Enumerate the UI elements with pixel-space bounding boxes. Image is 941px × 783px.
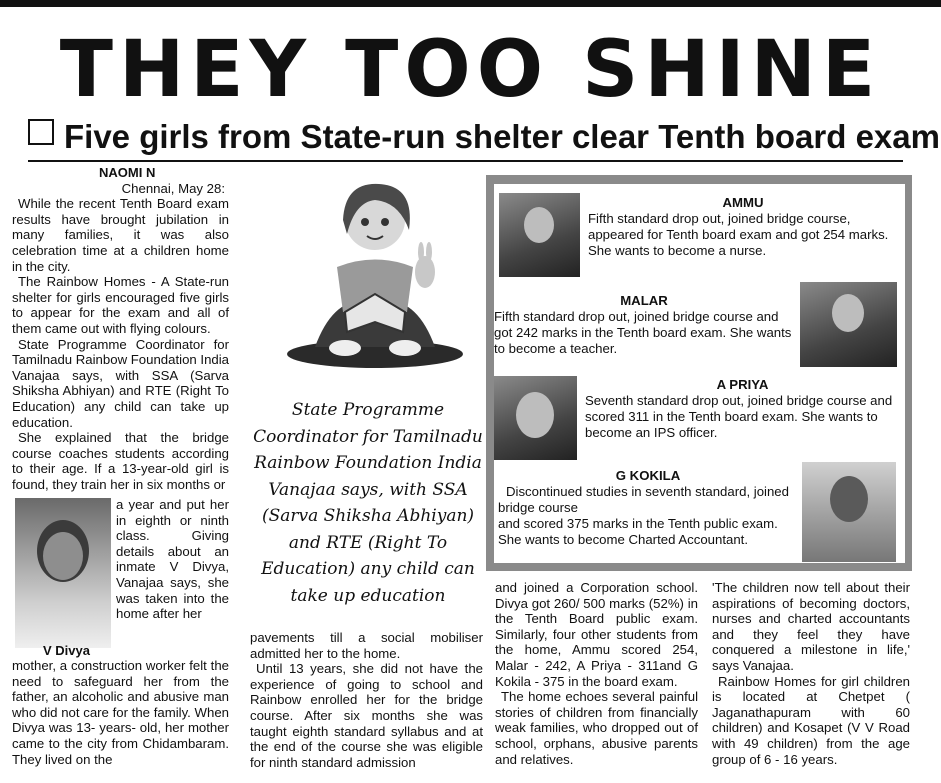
column-1 (12, 165, 229, 492)
subheadline-text: Five girls from State-run shelter clear Tenth board exam (64, 118, 940, 155)
column-4 (712, 580, 910, 767)
col2-paragraph: pavements till a social mobiliser admitted her to the home. (250, 630, 483, 661)
student-name: AMMU (722, 195, 764, 210)
divya-photo (15, 498, 111, 648)
malar-photo (800, 282, 897, 367)
face (524, 207, 554, 243)
student-kokila (498, 468, 798, 548)
student-name: A PRIYA (716, 377, 769, 392)
col4-paragraph: Rainbow Homes for girl children is located at Chetpet ( Jaganathapuram with 60 children) and Kosapet (V V Road with 49 children) from the age group of 6 - 16 years. (712, 673, 910, 767)
face (516, 392, 554, 438)
col3-paragraph: and joined a Corporation school. Divya got 260/ 500 marks (52%) in the Tenth Board public exam. Similarly, four other students from the home, Ammu scored 254, Malar - 242, A Priya - 311and G Kokila - 375 in the board exam. (495, 580, 698, 689)
student-ammu (588, 195, 898, 259)
student-text: Fifth standard drop out, joined bridge course and got 242 marks in the Tenth board exam. She wants to become a teacher. (494, 309, 792, 356)
column-2 (250, 630, 483, 770)
student-text: Seventh standard drop out, joined bridge course and scored 311 in the Tenth board exam. She wants to become an IPS officer. (585, 393, 893, 440)
student-name: G KOKILA (615, 468, 681, 483)
face (832, 294, 864, 332)
column-1-bottom (12, 658, 229, 767)
headline: THEY TOO SHINE (59, 25, 882, 115)
face (830, 476, 868, 522)
ammu-photo (499, 193, 580, 277)
divya-caption: V Divya (43, 643, 90, 658)
headline-rule (28, 160, 903, 162)
column-3 (495, 580, 698, 767)
kokila-photo (802, 462, 896, 562)
col1-wrap-text: a year and put her in eighth or ninth class. Giving details about an inmate V Divya, Vanajaa says, she was taken into the home after her (116, 497, 229, 622)
subheadline (28, 118, 940, 156)
girl-reading-illustration (275, 172, 475, 372)
pull-quote: State Programme Coordinator for Tamilnadu Rainbow Foundation India Vanajaa says, with SSA (Sarva Shiksha Abhiyan) and RTE (Right To Education) any child can take up education (253, 400, 483, 606)
col1-paragraph: mother, a construction worker felt the need to safeguard her from the father, an alcoholic and abusive man who did not care for the family. When Divya was 13- years- old, her mother came to the city from Chidambaram. They lived on the (12, 658, 229, 767)
face (43, 532, 83, 580)
col1-paragraph: While the recent Tenth Board exam results have brought jubilation in many families, it was also celebration time at a children home in the city. (12, 196, 229, 274)
byline: NAOMI N (99, 165, 156, 180)
dateline: Chennai, May 28: (121, 180, 225, 196)
col1-paragraph: She explained that the bridge course coaches students according to their age. If a 13-year-old girl is found, they train her in six months or (12, 430, 229, 492)
priya-photo (494, 376, 577, 460)
col1-paragraph: The Rainbow Homes - A State-run shelter for girls encouraged five girls to appear for the exam and all of them came out with flying colours. (12, 274, 229, 336)
checkbox-icon (28, 119, 54, 145)
col4-paragraph: 'The children now tell about their aspirations of becoming doctors, nurses and charted accountants and they feel they have conquered a milestone in life,' says Vanajaa. (712, 580, 910, 673)
student-name: MALAR (620, 293, 668, 308)
student-priya (585, 377, 900, 441)
top-border (0, 0, 941, 7)
col1-paragraph: State Programme Coordinator for Tamilnadu Rainbow Foundation India Vanajaa says, with SSA (Sarva Shiksha Abhiyan) and RTE (Right To Education) any child can take up education. (12, 336, 229, 430)
col2-paragraph: Until 13 years, she did not have the experience of going to school and Rainbow enrolled her for the bridge course. After six months she was taught eighth standard syllabus and at the end of the course she was eligible for ninth standard admission (250, 661, 483, 770)
student-malar (494, 293, 794, 357)
col3-paragraph: The home echoes several painful stories of children from financially weak families, who dropped out of school, orphans, abusive parents and relatives. (495, 689, 698, 767)
student-text: and scored 375 marks in the Tenth public exam. She wants to become Charted Accountant. (498, 516, 778, 547)
student-text: Fifth standard drop out, joined bridge course, appeared for Tenth board exam and got 254 marks. She wants to become a nurse. (588, 211, 889, 258)
student-text: Discontinued studies in seventh standard, joined bridge course (498, 484, 789, 515)
